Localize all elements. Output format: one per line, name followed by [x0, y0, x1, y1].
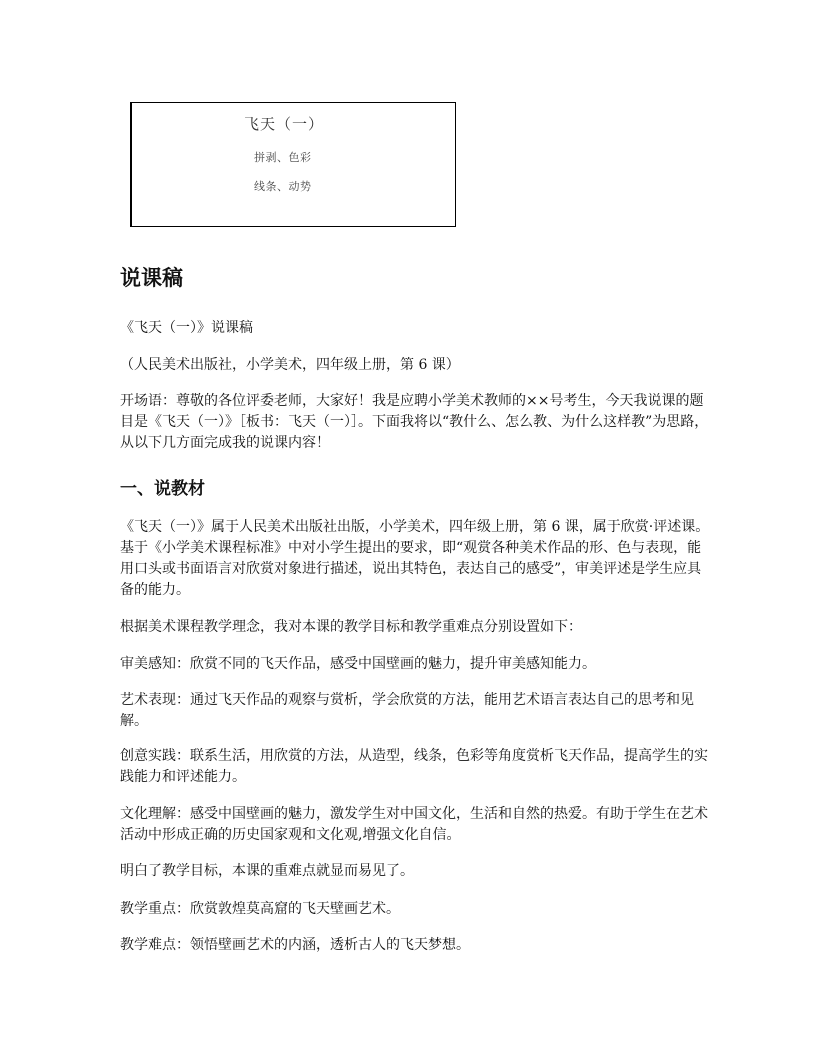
textbook-paragraph: 《飞天（一）》属于人民美术出版社出版，小学美术，四年级上册，第 6 课，属于欣赏·评述课。基于《小学美术课程标准》中对小学生提出的要求，即“观赏各种美术作品的形、色与表现，能用口头或书面语言对欣赏对象进行描述，说出其特色，表达自己的感受”，审美评述是学生应具备的能力。: [120, 519, 710, 598]
objective-culture: 文化理解：感受中国壁画的魅力，激发学生对中国文化，生活和自然的热爱。有助于学生在艺术活动中形成正确的历史国家观和文化观,增强文化自信。: [120, 806, 708, 843]
board-line-2: 线条、动势: [254, 180, 312, 193]
opening-paragraph: 开场语：尊敬的各位评委老师，大家好！我是应聘小学美术教师的××号考生，今天我说课的题目是《飞天（一）》［板书：飞天（一）］。下面我将以“教什么、怎么教、为什么这样教”为思路，从以下几方面完成我的说课内容！: [120, 393, 709, 451]
key-point: 教学重点：欣赏敦煌莫高窟的飞天壁画艺术。: [120, 901, 400, 917]
board-line-1: 拼剥、色彩: [254, 151, 312, 164]
board-title: 飞天（一）: [244, 115, 325, 133]
objectives-intro: 根据美术课程教学理念，我对本课的教学目标和教学重难点分别设置如下：: [120, 619, 582, 635]
blackboard-design-box: [130, 102, 456, 227]
objective-practice: 创意实践：联系生活，用欣赏的方法，从造型，线条，色彩等角度赏析飞天作品，提高学生的实践能力和评述能力。: [120, 748, 708, 785]
lesson-title: 《飞天（一）》说课稿: [120, 320, 253, 336]
difficulty-intro: 明白了教学目标，本课的重难点就显而易见了。: [120, 863, 414, 879]
difficult-point: 教学难点：领悟壁画艺术的内涵，透析古人的飞天梦想。: [120, 937, 470, 953]
lesson-source: （人民美术出版社，小学美术，四年级上册，第 6 课）: [120, 357, 460, 373]
objective-expression: 艺术表现：通过飞天作品的观察与赏析，学会欣赏的方法，能用艺术语言表达自己的思考和见解。: [120, 692, 694, 729]
section-heading-textbook: 一、说教材: [120, 479, 205, 499]
objective-aesthetic: 审美感知：欣赏不同的飞天作品，感受中国壁画的魅力，提升审美感知能力。: [120, 656, 596, 672]
document-heading: 说课稿: [120, 266, 183, 290]
